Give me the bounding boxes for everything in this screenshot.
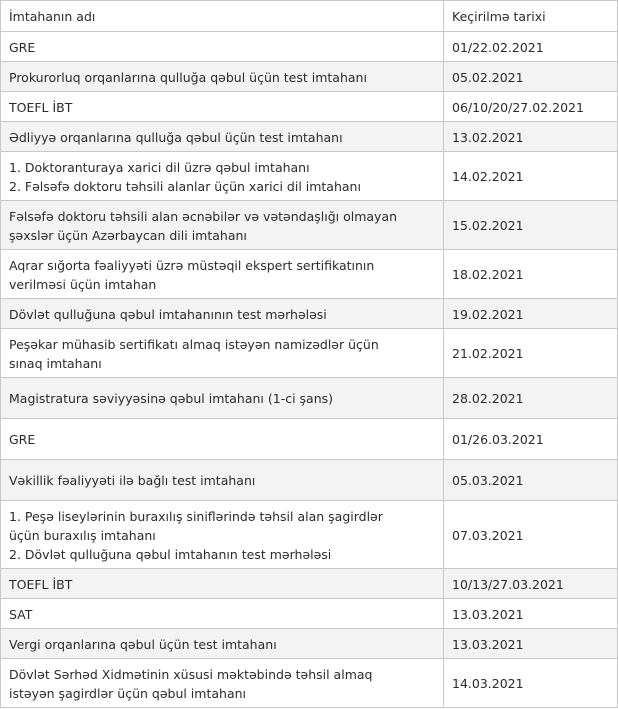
exam-date-cell: 06/10/20/27.02.2021	[444, 92, 618, 122]
exam-date-cell: 14.02.2021	[444, 152, 618, 201]
exam-date-cell: 10/13/27.03.2021	[444, 569, 618, 599]
exam-date-cell: 28.02.2021	[444, 378, 618, 419]
exam-date-cell: 21.02.2021	[444, 329, 618, 378]
table-row	[1, 329, 618, 378]
table-row	[1, 460, 618, 501]
table-row	[1, 32, 618, 62]
exam-date-cell: 01/22.02.2021	[444, 32, 618, 62]
table-row	[1, 599, 618, 629]
table-row	[1, 250, 618, 299]
exam-name-cell: GRE	[1, 32, 444, 62]
table-row	[1, 569, 618, 599]
table-row	[1, 629, 618, 659]
exam-date-cell: 07.03.2021	[444, 501, 618, 569]
table-header-row	[1, 1, 618, 32]
exam-name-cell: Magistratura səviyyəsinə qəbul imtahanı (1-ci şans)	[1, 378, 444, 419]
exam-name-cell: TOEFL İBT	[1, 92, 444, 122]
exam-date-cell: 05.03.2021	[444, 460, 618, 501]
exam-date-cell: 01/26.03.2021	[444, 419, 618, 460]
exam-name-cell: Vəkillik fəaliyyəti ilə bağlı test imtahanı	[1, 460, 444, 501]
table-row	[1, 62, 618, 92]
exam-name-cell: GRE	[1, 419, 444, 460]
exam-date-cell: 18.02.2021	[444, 250, 618, 299]
exam-name-cell: SAT	[1, 599, 444, 629]
exam-name-cell: Prokurorluq orqanlarına qulluğa qəbul üçün test imtahanı	[1, 62, 444, 92]
table-row	[1, 501, 618, 569]
exam-date-cell: 13.02.2021	[444, 122, 618, 152]
table-row	[1, 299, 618, 329]
table-row	[1, 659, 618, 708]
exam-name-cell: Aqrar sığorta fəaliyyəti üzrə müstəqil ekspert sertifikatının verilməsi üçün imtahan	[1, 250, 444, 299]
exam-name-cell: Ədliyyə orqanlarına qulluğa qəbul üçün test imtahanı	[1, 122, 444, 152]
table-row	[1, 419, 618, 460]
exam-name-cell: TOEFL İBT	[1, 569, 444, 599]
exam-name-cell: 1. Doktoranturaya xarici dil üzrə qəbul imtahanı 2. Fəlsəfə doktoru təhsili alanlar üçün xarici dil imtahanı	[1, 152, 444, 201]
table-row	[1, 92, 618, 122]
column-header-date: Keçirilmə tarixi	[444, 1, 618, 32]
exam-date-cell: 13.03.2021	[444, 629, 618, 659]
exam-name-cell: Fəlsəfə doktoru təhsili alan əcnəbilər və vətəndaşlığı olmayan şəxslər üçün Azərbaycan dili imtahanı	[1, 201, 444, 250]
table-row	[1, 122, 618, 152]
table-row	[1, 201, 618, 250]
exam-date-cell: 13.03.2021	[444, 599, 618, 629]
exam-name-cell: Dövlət qulluğuna qəbul imtahanının test mərhələsi	[1, 299, 444, 329]
exam-date-cell: 15.02.2021	[444, 201, 618, 250]
table-row	[1, 378, 618, 419]
column-header-exam-name: İmtahanın adı	[1, 1, 444, 32]
exam-name-cell: 1. Peşə liseylərinin buraxılış siniflərində təhsil alan şagirdlər üçün buraxılış imtahanı 2. Dövlət qulluğuna qəbul imtahanın test mərhələsi	[1, 501, 444, 569]
exam-date-cell: 14.03.2021	[444, 659, 618, 708]
exam-name-cell: Vergi orqanlarına qəbul üçün test imtahanı	[1, 629, 444, 659]
exam-name-cell: Dövlət Sərhəd Xidmətinin xüsusi məktəbində təhsil almaq istəyən şagirdlər üçün qəbul imtahanı	[1, 659, 444, 708]
exam-name-cell: Peşəkar mühasib sertifikatı almaq istəyən namizədlər üçün sınaq imtahanı	[1, 329, 444, 378]
table-row	[1, 152, 618, 201]
exam-date-cell: 19.02.2021	[444, 299, 618, 329]
exam-date-cell: 05.02.2021	[444, 62, 618, 92]
